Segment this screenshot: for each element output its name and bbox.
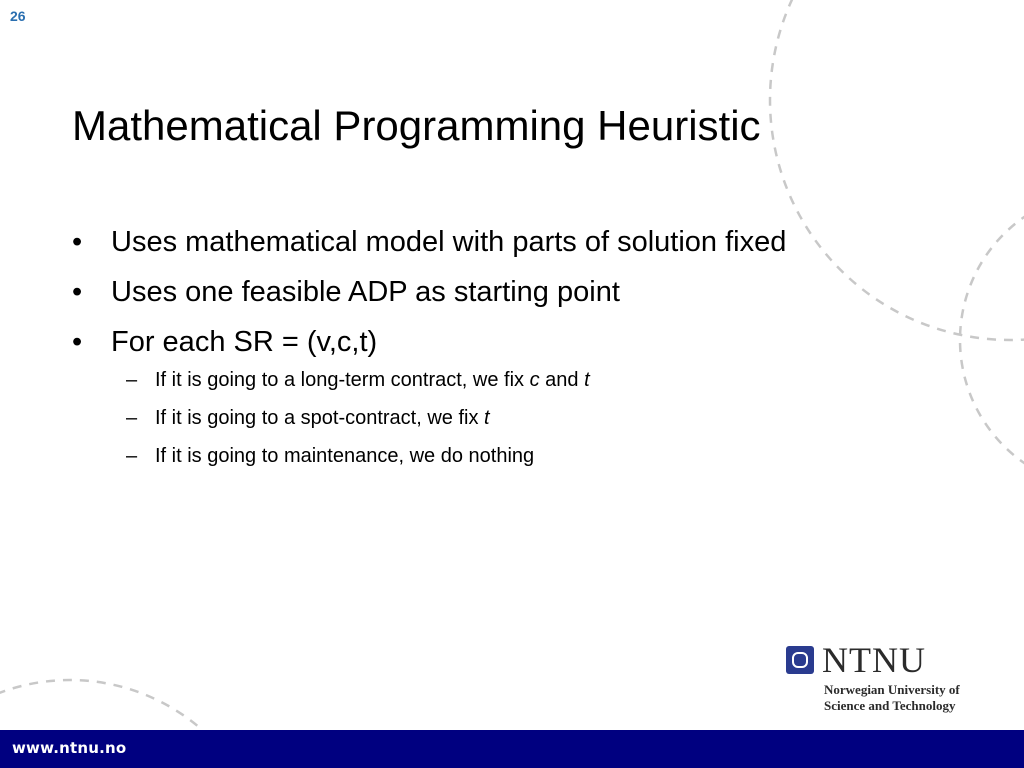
bullet-marker: • — [72, 276, 83, 308]
logo-wordmark: NTNU — [822, 640, 926, 680]
sub-bullet-marker: – — [126, 369, 138, 391]
bullet-marker: • — [72, 226, 83, 258]
ntnu-logo-icon — [786, 646, 814, 674]
slide-title: Mathematical Programming Heuristic — [72, 102, 761, 149]
bullet-text: For each SR = (v,c,t) — [111, 326, 378, 358]
sub-bullet-item — [72, 368, 972, 392]
ntnu-logo — [786, 640, 1006, 718]
variable-t: t — [484, 407, 490, 429]
slide-body — [72, 226, 972, 482]
slide-number: 26 — [10, 8, 26, 24]
bullet-marker: • — [72, 326, 83, 358]
footer-bar — [0, 730, 1024, 768]
bullet-item — [72, 226, 972, 259]
logo-subtitle-line-1: Norwegian University of — [824, 682, 960, 697]
bullet-text: Uses mathematical model with parts of solution fixed — [111, 226, 787, 258]
logo-subtitle-line-2: Science and Technology — [824, 698, 956, 713]
bullet-item — [72, 276, 972, 309]
sub-bullet-text: If it is going to a spot-contract, we fix — [155, 407, 485, 429]
sub-bullet-list — [72, 368, 972, 468]
sub-bullet-text: If it is going to maintenance, we do nothing — [155, 445, 535, 467]
sub-bullet-marker: – — [126, 445, 138, 467]
variable-c: c — [529, 369, 540, 391]
sub-bullet-text: If it is going to a long-term contract, we fix — [155, 369, 530, 391]
bullet-item — [72, 326, 972, 359]
sub-bullet-text-mid: and — [539, 369, 585, 391]
footer-url-link[interactable]: www.ntnu.no — [12, 739, 127, 757]
bullet-text: Uses one feasible ADP as starting point — [111, 276, 620, 308]
sub-bullet-marker: – — [126, 407, 138, 429]
sub-bullet-item — [72, 406, 972, 430]
logo-subtitle — [824, 682, 960, 714]
variable-t: t — [584, 369, 590, 391]
sub-bullet-item — [72, 444, 972, 468]
